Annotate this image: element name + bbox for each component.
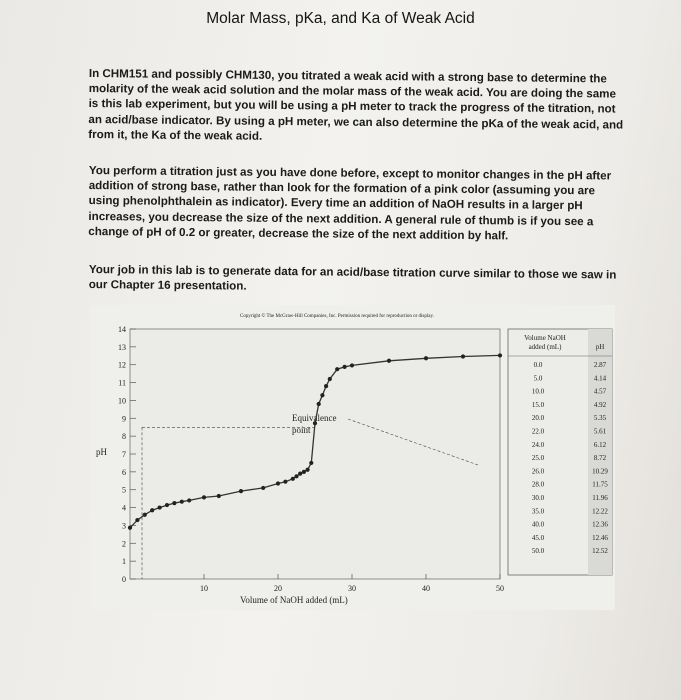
table-cell-ph: 12.46 (592, 533, 608, 542)
table-cell-ph: 12.36 (592, 520, 608, 529)
data-point (498, 353, 502, 357)
data-point (150, 508, 154, 512)
x-tick-label: 50 (496, 584, 504, 593)
data-point (350, 363, 354, 367)
table-cell-ph: 6.12 (593, 440, 607, 449)
table-cell-volume: 26.0 (531, 467, 545, 476)
table-header-volume-unit: added (mL) (528, 343, 562, 351)
y-tick-label: 4 (122, 503, 126, 513)
data-point (128, 526, 132, 530)
data-table (508, 329, 612, 575)
table-cell-ph: 4.92 (593, 400, 607, 409)
data-point (158, 505, 162, 509)
table-cell-ph: 4.57 (593, 387, 607, 396)
table-cell-volume: 20.0 (531, 414, 545, 423)
data-point (283, 480, 287, 484)
data-point (217, 494, 221, 498)
y-tick-label: 12 (118, 360, 126, 370)
data-point (302, 470, 306, 474)
table-cell-ph: 5.35 (593, 414, 607, 423)
y-tick-label: 13 (118, 342, 126, 352)
table-cell-ph: 8.72 (593, 454, 607, 463)
data-point (276, 481, 280, 485)
y-tick-label: 10 (118, 396, 126, 406)
table-cell-volume: 10.0 (531, 387, 545, 396)
data-point (309, 461, 313, 465)
page-title: Molar Mass, pKa, and Ka of Weak Acid (206, 10, 475, 27)
table-cell-ph: 4.14 (593, 374, 607, 383)
table-cell-volume: 30.0 (531, 494, 545, 502)
intro-paragraph: In CHM151 and possibly CHM130, you titrated a weak acid with a strong base to determine the molarity of the weak acid solution and the molar mass of the weak acid. You are doing the same is this lab experiment, but you will be using a pH meter to track the progress of the titration, not an acid/base indicator. By using a pH meter, we can also determine the pKa of the weak acid, and from it, the Ka of the weak acid. (88, 66, 624, 143)
data-point (180, 500, 184, 504)
table-cell-ph: 12.22 (592, 507, 608, 516)
y-tick-label: 0 (122, 575, 126, 584)
table-cell-volume: 15.0 (531, 400, 545, 409)
data-point (165, 503, 169, 507)
data-point (343, 365, 347, 369)
data-point (202, 495, 206, 499)
x-tick-label: 10 (200, 584, 208, 593)
table-cell-volume: 35.0 (531, 507, 545, 516)
data-point (135, 518, 139, 522)
data-point (324, 384, 328, 388)
data-point (172, 501, 176, 505)
y-tick-label: 1 (122, 557, 126, 567)
data-point (320, 393, 324, 397)
titration-curve-chart (90, 305, 615, 610)
y-tick-label: 3 (122, 521, 126, 531)
table-cell-ph: 5.61 (593, 427, 607, 436)
table-cell-volume: 22.0 (531, 427, 545, 436)
y-tick-label: 6 (122, 467, 126, 477)
data-point (387, 359, 391, 363)
data-point (335, 367, 339, 371)
table-cell-volume: 0.0 (533, 361, 543, 369)
table-header-ph: pH (595, 343, 605, 351)
titration-figure (90, 305, 615, 610)
y-axis-label: pH (96, 447, 107, 457)
y-tick-label: 5 (122, 485, 126, 495)
table-cell-ph: 2.87 (593, 361, 607, 369)
table-header-volume: Volume NaOH (524, 334, 566, 342)
data-point (461, 354, 465, 358)
data-point (294, 474, 298, 478)
table-cell-ph: 11.96 (592, 494, 608, 502)
y-tick-label: 7 (122, 450, 126, 459)
procedure-paragraph: You perform a titration just as you have done before, except to monitor changes in the pH after addition of strong base, rather than look for the formation of a pink color (assuming you are using phenolphthalein as indicator). Every time an addition of NaOH results in a larger pH increases, you decrease the size of the next addition. A general rule of thumb is if you see a change of pH of 0.2 or greater, decrease the size of the next addition by half. (88, 163, 612, 243)
task-paragraph: Your job in this lab is to generate data for an acid/base titration curve similar to those we saw in our Chapter 16 presentation. (88, 262, 617, 293)
data-point (306, 468, 310, 472)
table-cell-volume: 50.0 (531, 547, 545, 556)
table-cell-volume: 5.0 (533, 374, 543, 383)
data-point (239, 489, 243, 493)
chart-plot-area (118, 325, 504, 593)
y-tick-label: 2 (122, 539, 126, 549)
x-axis-label: Volume of NaOH added (mL) (240, 595, 348, 605)
copyright-line: Copyright © The McGraw-Hill Companies, Inc. Permission required for reproduction or display. (240, 314, 434, 319)
data-point (328, 377, 332, 381)
y-tick-label: 9 (122, 414, 126, 424)
plot-frame (130, 329, 500, 579)
data-point (187, 498, 191, 502)
data-point (261, 486, 265, 490)
y-tick-label: 8 (122, 432, 126, 442)
table-cell-volume: 40.0 (531, 520, 545, 529)
x-tick-label: 30 (348, 584, 356, 593)
annotation-label: Equivalence (292, 413, 337, 423)
y-tick-label: 11 (118, 378, 126, 388)
data-point (291, 477, 295, 481)
table-cell-volume: 28.0 (531, 480, 545, 489)
table-cell-volume: 24.0 (531, 440, 545, 449)
data-point (298, 472, 302, 476)
y-tick-label: 14 (118, 325, 126, 334)
table-cell-volume: 25.0 (531, 454, 545, 463)
annotation-label-line2: point (292, 425, 311, 435)
data-point (317, 402, 321, 406)
table-cell-ph: 10.29 (592, 467, 608, 476)
data-point (424, 356, 428, 360)
table-cell-volume: 45.0 (531, 533, 545, 542)
table-cell-ph: 11.75 (592, 480, 608, 489)
data-point (143, 513, 147, 517)
table-cell-ph: 12.52 (592, 547, 608, 556)
x-tick-label: 40 (422, 584, 430, 593)
x-tick-label: 20 (274, 584, 282, 593)
